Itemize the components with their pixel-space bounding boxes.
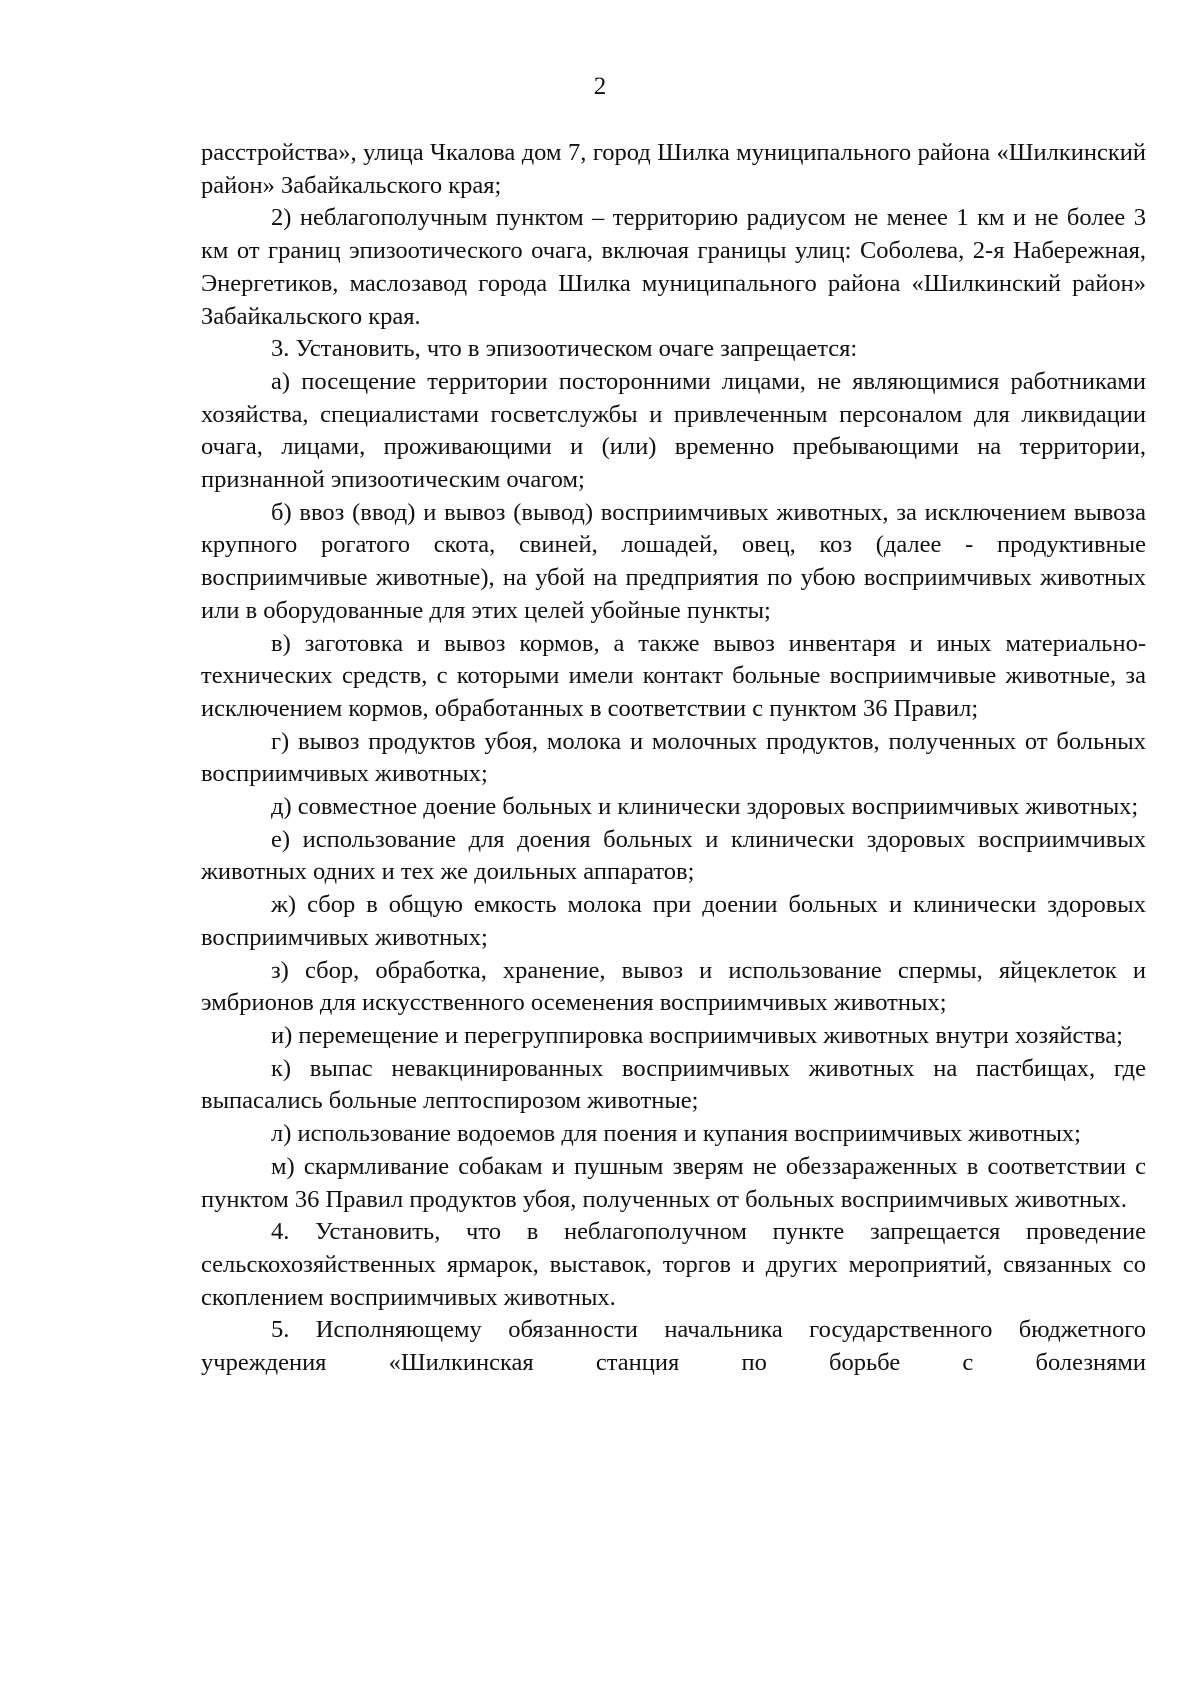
paragraph-item-m: м) скармливание собакам и пушным зверям не обеззараженных в соответствии с пунктом 36 Правил продуктов убоя, полученных от больных восприимчивых животных. [201,1152,1146,1213]
paragraph-item-k: к) выпас невакцинированных восприимчивых животных на пастбищах, где выпасались больные лептоспирозом животные; [201,1054,1146,1115]
paragraph-item-a: а) посещение территории посторонними лицами, не являющимися работниками хозяйства, специалистами госветслужбы и привлеченным персоналом для ликвидации очага, лицами, проживающими и (или) временно пребывающими на территории, признанной эпизоотическим очагом; [201,367,1146,494]
paragraph-item-g: г) вывоз продуктов убоя, молока и молочных продуктов, полученных от больных восприимчивых животных; [201,727,1146,788]
document-body [201,137,1146,1380]
paragraph-item-2: 2) неблагополучным пунктом – территорию радиусом не менее 1 км и не более 3 км от границ эпизоотического очага, включая границы улиц: Соболева, 2-я Набережная, Энергетиков, маслозавод города Шилка муниципального района «Шилкинский район» Забайкальского края. [201,204,1146,330]
paragraph-continuation: расстройства», улица Чкалова дом 7, город Шилка муниципального района «Шилкинский район» Забайкальского края; [201,139,1146,199]
paragraph-item-l: л) использование водоемов для поения и купания восприимчивых животных; [271,1120,1081,1148]
paragraph-item-i: и) перемещение и перегруппировка восприимчивых животных внутри хозяйства; [271,1021,1123,1049]
paragraph-item-e: е) использование для доения больных и клинически здоровых восприимчивых животных одних и тех же доильных аппаратов; [201,825,1146,886]
paragraph-section-4: 4. Установить, что в неблагополучном пункте запрещается проведение сельскохозяйственных ярмарок, выставок, торгов и других мероприятий, связанных со скоплением восприимчивых животных. [201,1218,1146,1311]
paragraph-item-zh: ж) сбор в общую емкость молока при доении больных и клинически здоровых восприимчивых животных; [201,891,1146,951]
paragraph-item-v: в) заготовка и вывоз кормов, а также вывоз инвентаря и иных материально-технических средств, с которыми имели контакт больные восприимчивые животные, за исключением кормов, обработанных в соответствии с пунктом 36 Правил; [201,629,1146,722]
paragraph-item-b: б) ввоз (ввод) и вывоз (вывод) восприимчивых животных, за исключением вывоза крупного рогатого скота, свиней, лошадей, овец, коз (далее - продуктивные восприимчивые животные), на убой на предприятия по убою восприимчивых животных или в оборудованные для этих целей убойные пункты; [201,498,1146,624]
paragraph-section-3: 3. Установить, что в эпизоотическом очаге запрещается: [271,335,858,363]
page-number: 2 [593,73,607,100]
paragraph-item-z: з) сбор, обработка, хранение, вывоз и использование спермы, яйцеклеток и эмбрионов для искусственного осеменения восприимчивых животных; [201,956,1146,1017]
paragraph-section-5: 5. Исполняющему обязанности начальника государственного бюджетного учреждения «Шилкинская станция по борьбе с болезнями [201,1316,1146,1377]
paragraph-item-d: д) совместное доение больных и клинически здоровых восприимчивых животных; [271,793,1139,821]
